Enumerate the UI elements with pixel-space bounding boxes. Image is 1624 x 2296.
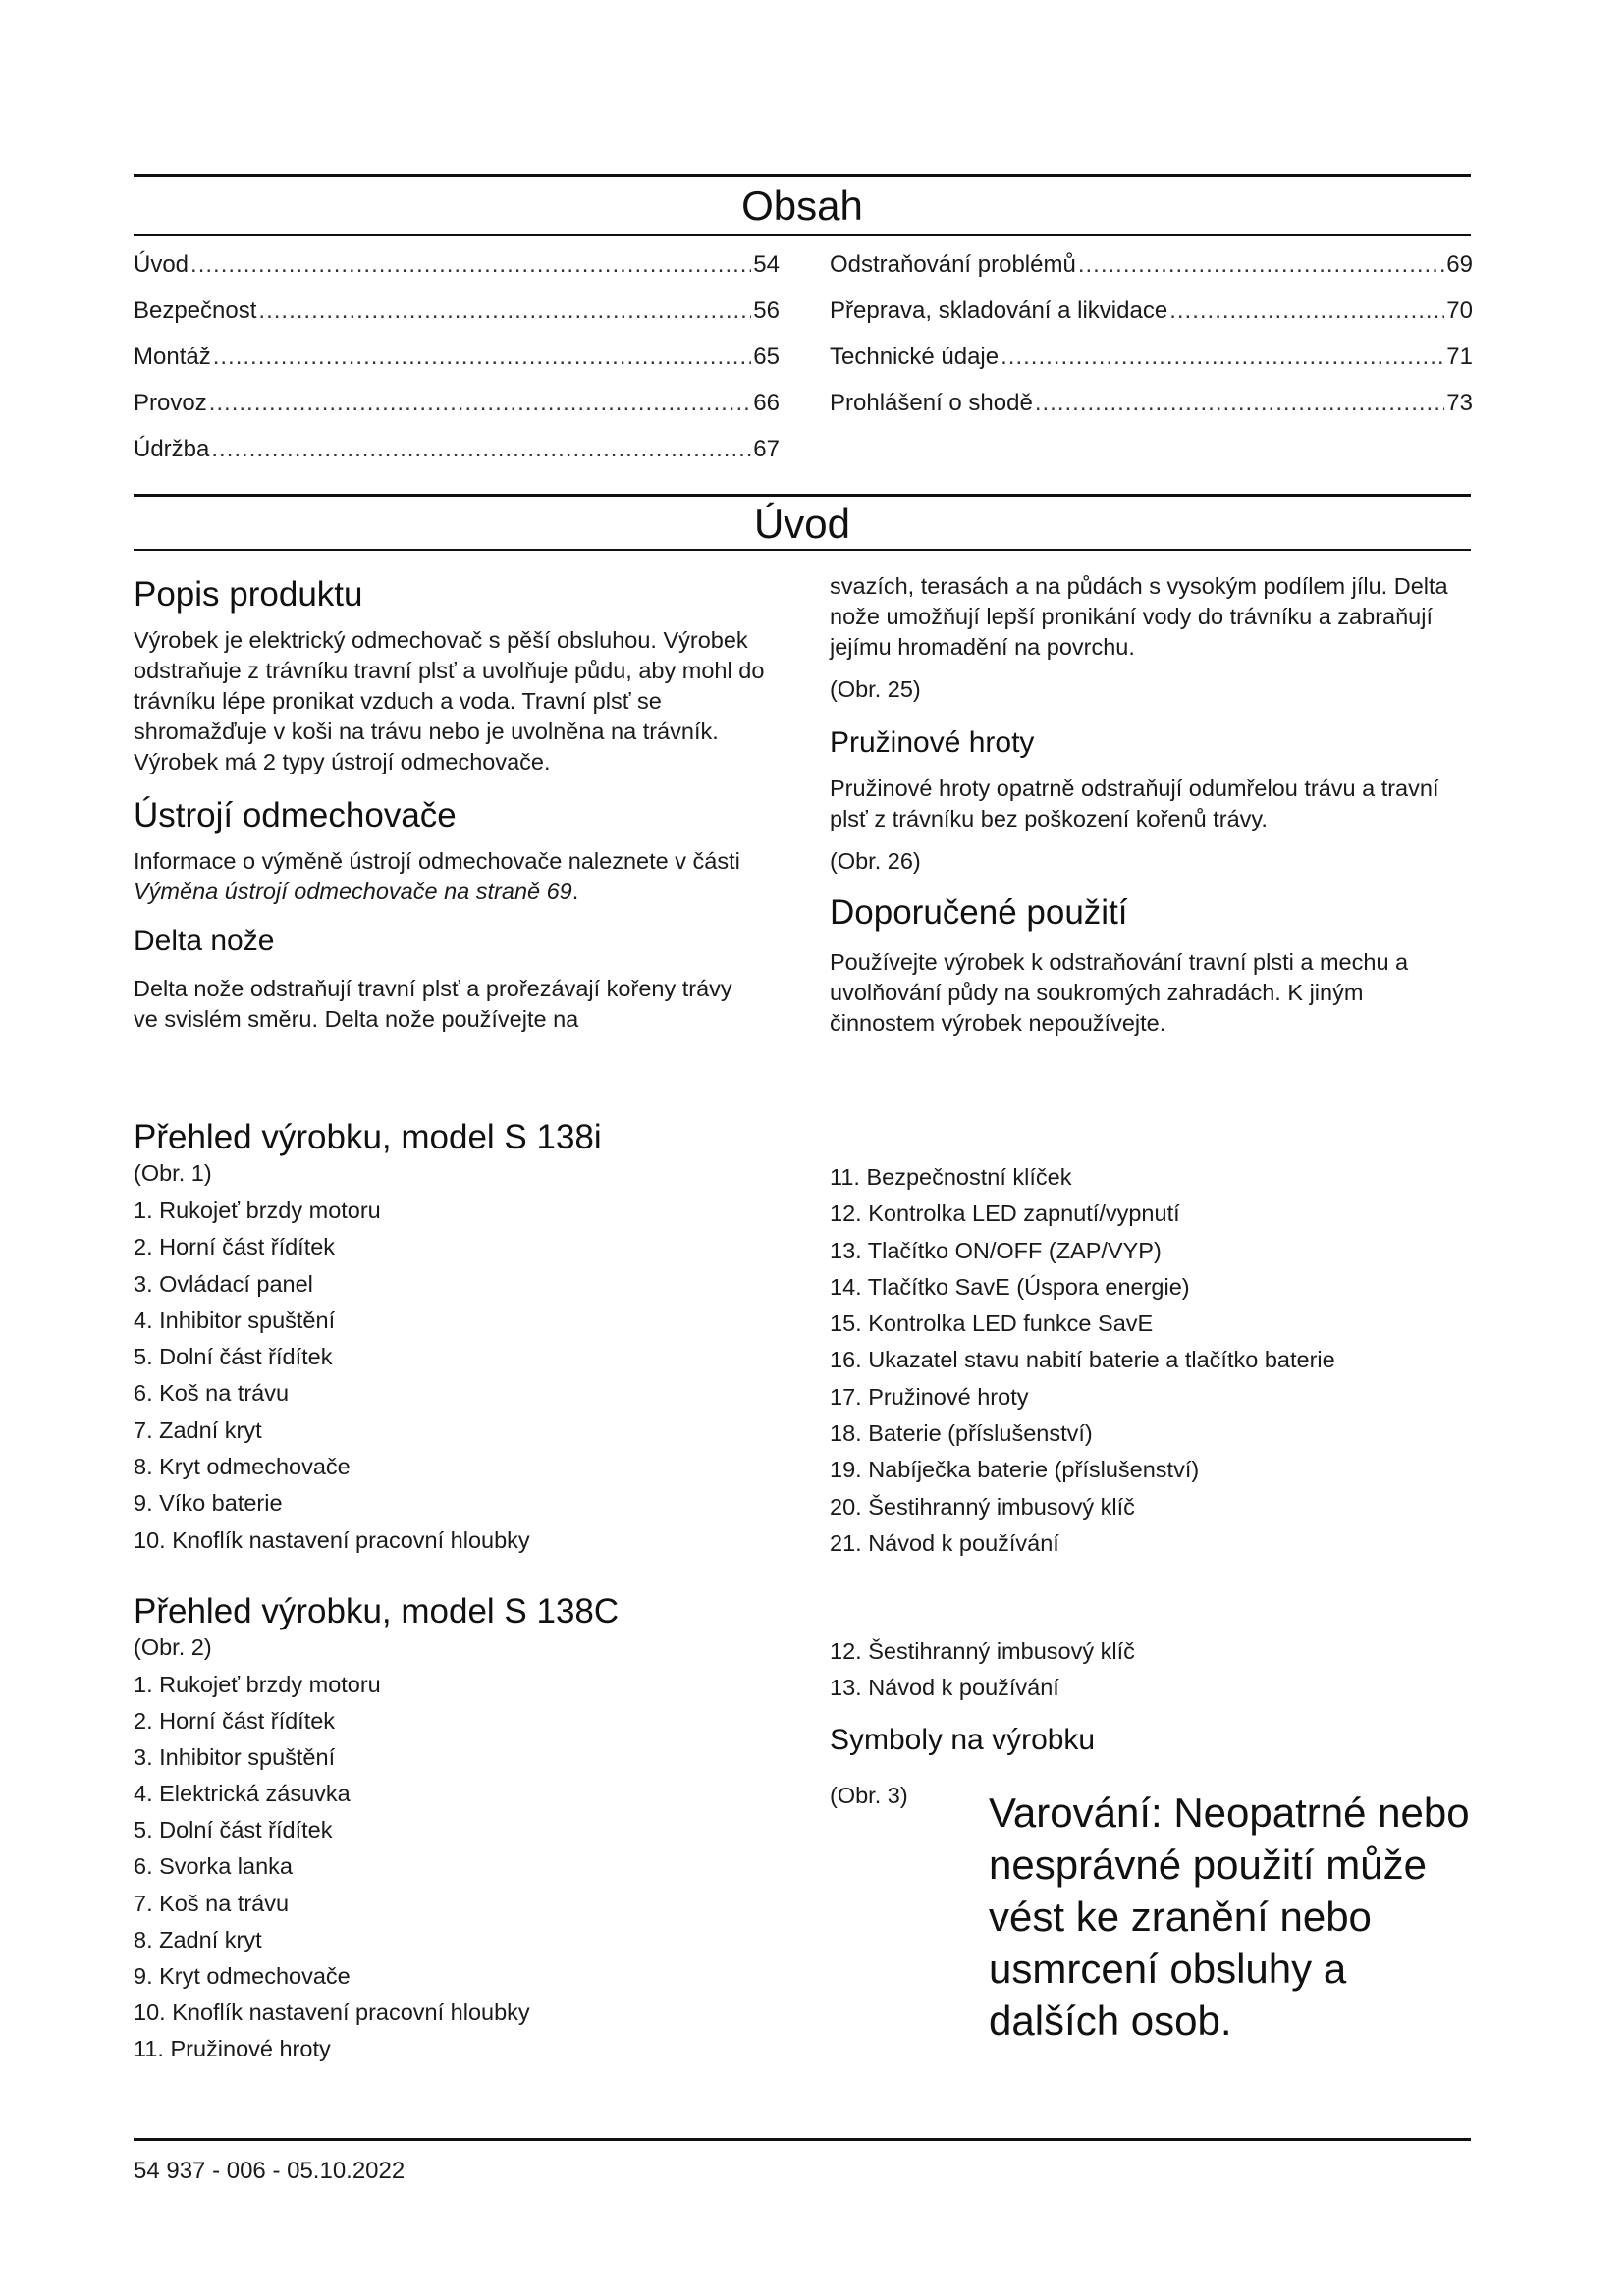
delta-text-1: Delta nože odstraňují travní plsť a prořezávají kořeny trávy ve svislém směru. Delta nože používejte na: [134, 976, 732, 1032]
intro-top-rule: [134, 494, 1471, 497]
model-c-parts-list: [134, 1667, 801, 2067]
toc-entry[interactable]: Odstraňování problémů ..... 69: [830, 250, 1473, 296]
toc-entry[interactable]: Montáž ..... 65: [134, 343, 780, 389]
toc-entry[interactable]: Přeprava, skladování a likvidace ..... 70: [830, 296, 1473, 343]
list-item: 6. Svorka lanka: [134, 1853, 293, 1880]
list-item: 14. Tlačítko SavE (Úspora energie): [830, 1273, 1190, 1300]
list-item: 11. Bezpečnostní klíček: [830, 1164, 1072, 1190]
list-item: 10. Knoflík nastavení pracovní hloubky: [134, 1526, 530, 1553]
list-item: 18. Baterie (příslušenství): [830, 1420, 1093, 1447]
model-i-ref: (Obr. 1): [134, 1160, 212, 1186]
list-item: 15. Kontrolka LED funkce SavE: [830, 1310, 1154, 1337]
popis-text: Výrobek je elektrický odmechovač s pěší obsluhou. Výrobek odstraňuje z trávníku travní plsť a uvolňuje půdu, aby mohl do trávníku lépe pronikat vzduch a voda. Travní plsť se shromažďuje v koši na trávu nebo je uvolněna na trávník. Výrobek má 2 typy ústrojí odmechovače.: [134, 627, 765, 774]
heading-ustroji: Ústrojí odmechovače: [134, 796, 457, 834]
symbols-ref: (Obr. 3): [830, 1783, 908, 1809]
list-item: 17. Pružinové hroty: [830, 1383, 1029, 1410]
list-item: 1. Rukojeť brzdy motoru: [134, 1198, 381, 1223]
list-item: 20. Šestihranný imbusový klíč: [830, 1493, 1135, 1520]
cross-reference-link[interactable]: Výměna ústrojí odmechovače na straně 69: [134, 879, 572, 904]
footer-doc-id: 54 937 - 006 - 05.10.2022: [134, 2158, 406, 2184]
intro-title: Úvod: [753, 501, 851, 547]
list-item: 8. Kryt odmechovače: [134, 1454, 351, 1480]
list-item: 10. Knoflík nastavení pracovní hloubky: [134, 1999, 530, 2025]
footer-rule: [134, 2138, 1471, 2141]
list-item: 13. Tlačítko ON/OFF (ZAP/VYP): [830, 1237, 1162, 1263]
toc-bottom-rule: [134, 234, 1471, 236]
model-c-right: [830, 1633, 1497, 1811]
list-item: 2. Horní část řídítek: [134, 1234, 336, 1260]
list-item: 7. Koš na trávu: [134, 1890, 290, 1916]
toc-left-column: [134, 250, 780, 481]
intro-bottom-rule: [134, 549, 1471, 551]
model-i-left: [134, 1117, 801, 1559]
list-item: 11. Pružinové hroty: [134, 2035, 331, 2061]
list-item: 1. Rukojeť brzdy motoru: [134, 1672, 381, 1697]
list-item: 16. Ukazatel stavu nabití baterie a tlačítko baterie: [830, 1347, 1335, 1373]
model-i-parts-list-continued: [830, 1159, 1497, 1562]
doporucene-text: Používejte výrobek k odstraňování travní plsti a mechu a uvolňování půdy na soukromých zahradách. K jiným činnostem výrobek nepoužívejte.: [830, 949, 1409, 1036]
delta-ref: (Obr. 25): [830, 676, 921, 702]
toc-entry[interactable]: Technické údaje ..... 71: [830, 343, 1473, 389]
delta-text-2: svazích, terasách a na půdách s vysokým podílem jílu. Delta nože umožňují lepší pronikání vody do trávníku a zabraňují jejímu hromadění na povrchu.: [830, 573, 1448, 660]
toc-title: Obsah: [741, 183, 863, 229]
model-i-parts-list: [134, 1193, 801, 1559]
pruzinove-text: Pružinové hroty opatrně odstraňují odumřelou trávu a travní plsť z trávníku bez poškození kořenů trávy.: [830, 775, 1439, 831]
toc-entry[interactable]: Úvod ..... 54: [134, 250, 780, 296]
toc-entry[interactable]: Prohlášení o shodě ..... 73: [830, 389, 1473, 435]
toc-entry[interactable]: Bezpečnost ..... 56: [134, 296, 780, 343]
list-item: 9. Kryt odmechovače: [134, 1962, 351, 1989]
list-item: 21. Návod k používání: [830, 1529, 1059, 1556]
list-item: 12. Šestihranný imbusový klíč: [830, 1638, 1135, 1664]
list-item: 2. Horní část řídítek: [134, 1708, 336, 1735]
list-item: 5. Dolní část řídítek: [134, 1344, 333, 1370]
ustroji-text: Informace o výměně ústrojí odmechovače naleznete v části Výměna ústrojí odmechovače na straně 69.: [134, 848, 740, 904]
list-item: 4. Elektrická zásuvka: [134, 1781, 351, 1807]
list-item: 19. Nabíječka baterie (příslušenství): [830, 1457, 1200, 1483]
list-item: 4. Inhibitor spuštění: [134, 1307, 336, 1333]
list-item: 7. Zadní kryt: [134, 1416, 262, 1443]
model-c-parts-list-continued: [830, 1633, 1497, 1706]
list-item: 12. Kontrolka LED zapnutí/vypnutí: [830, 1201, 1180, 1227]
model-i-right: [830, 1159, 1497, 1562]
heading-model-c: Přehled výrobku, model S 138C: [134, 1592, 620, 1630]
list-item: 3. Inhibitor spuštění: [134, 1744, 336, 1771]
list-item: 8. Zadní kryt: [134, 1926, 262, 1952]
heading-symboly: Symboly na výrobku: [830, 1724, 1096, 1757]
pruzinove-ref: (Obr. 26): [830, 848, 921, 874]
model-c-ref: (Obr. 2): [134, 1634, 212, 1660]
list-item: 6. Koš na trávu: [134, 1380, 290, 1407]
list-item: 5. Dolní část řídítek: [134, 1817, 333, 1843]
heading-model-i: Přehled výrobku, model S 138i: [134, 1118, 602, 1156]
heading-doporucene-pouziti: Doporučené použití: [830, 893, 1128, 932]
list-item: 9. Víko baterie: [134, 1490, 283, 1517]
intro-left-column: [134, 574, 791, 1035]
toc-right-column: [830, 250, 1473, 435]
heading-popis-produktu: Popis produktu: [134, 575, 363, 614]
toc-entry[interactable]: Údržba ..... 67: [134, 435, 780, 481]
toc-top-rule: [134, 174, 1471, 177]
intro-right-column: [830, 571, 1478, 1039]
heading-delta-noze: Delta nože: [134, 925, 275, 957]
list-item: 13. Návod k používání: [830, 1675, 1059, 1701]
heading-pruzinove-hroty: Pružinové hroty: [830, 726, 1035, 759]
toc-entry[interactable]: Provoz ..... 66: [134, 389, 780, 435]
list-item: 3. Ovládací panel: [134, 1270, 313, 1297]
model-c-left: [134, 1591, 801, 2067]
warning-text: Varování: Neopatrné nebo nesprávné použití může vést ke zranění nebo usmrcení obsluhy a dalších osob.: [989, 1789, 1470, 2044]
